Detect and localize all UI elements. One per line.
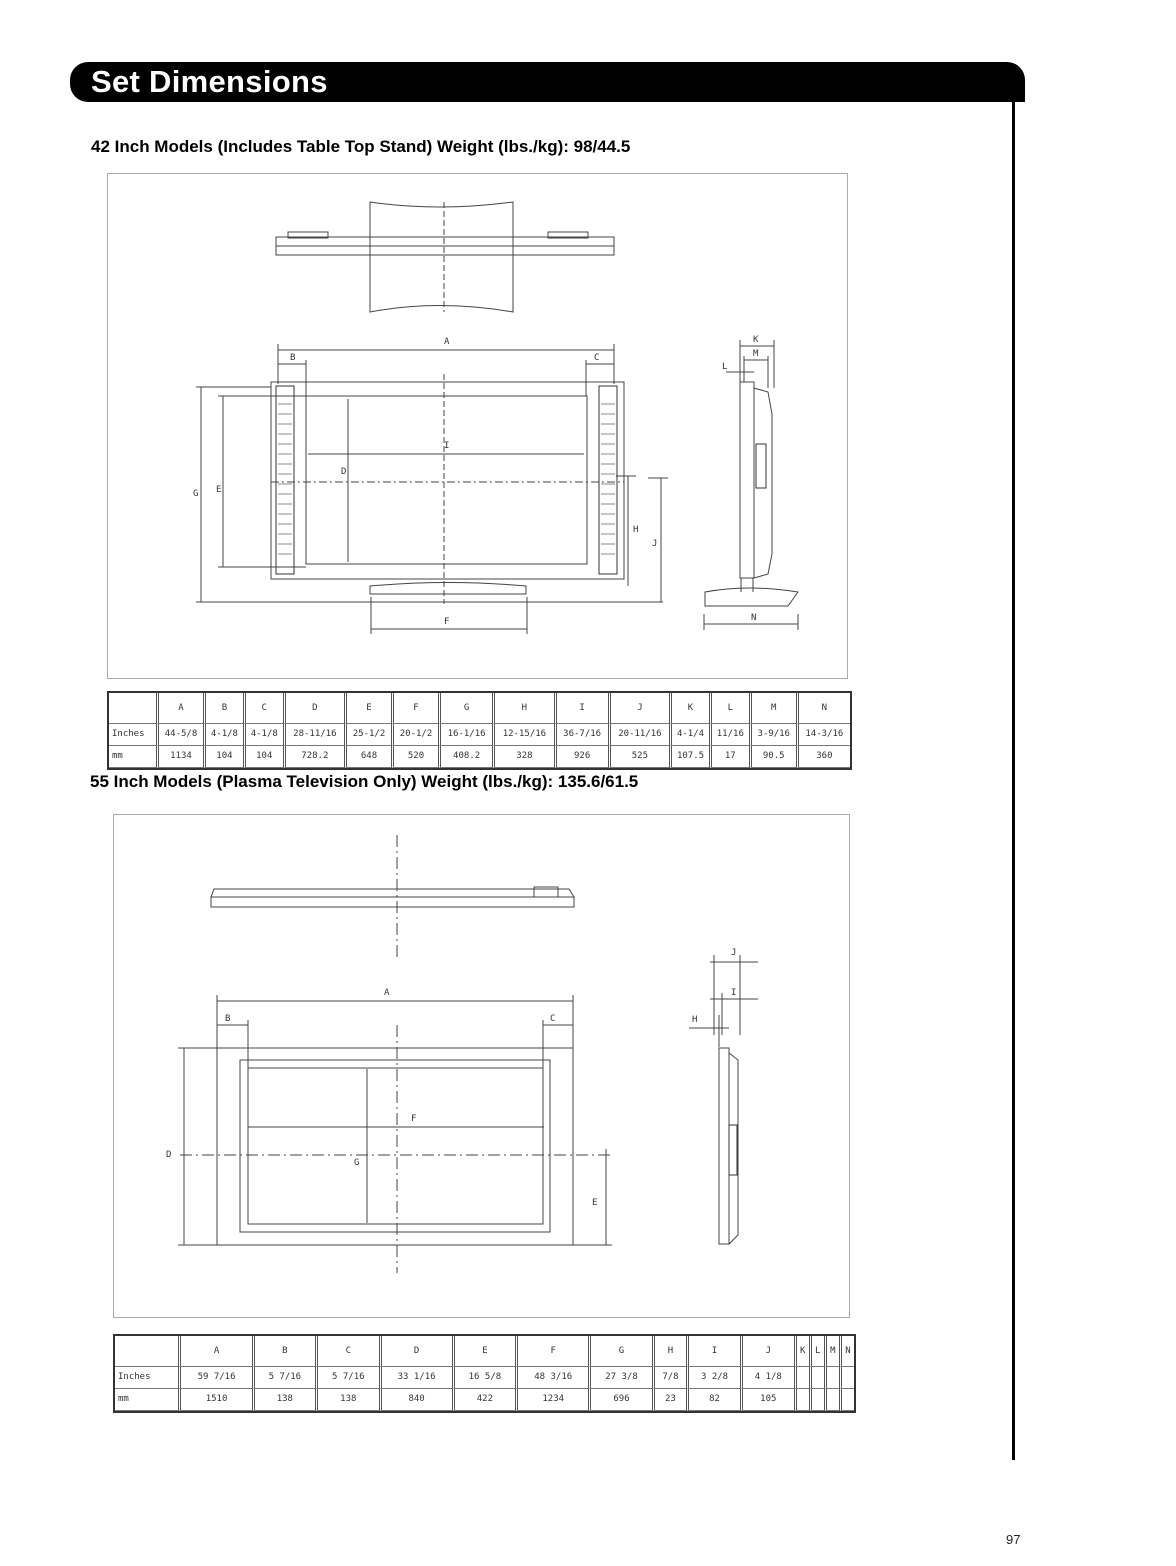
table-cell: J <box>740 1336 794 1367</box>
diagram-55-inch <box>113 814 850 1318</box>
dim-label-b: B <box>225 1014 231 1024</box>
table-cell: E <box>452 1336 515 1367</box>
table-cell: 138 <box>315 1389 378 1411</box>
table-cell: 16-1/16 <box>438 724 492 746</box>
table-cell <box>809 1389 824 1411</box>
table-cell: 5 7/16 <box>252 1367 315 1389</box>
table-cell: F <box>515 1336 588 1367</box>
table-cell: K <box>794 1336 809 1367</box>
dimensions-table-55 <box>113 1334 856 1413</box>
table-cell: 14-3/16 <box>796 724 850 746</box>
table-cell: M <box>749 693 796 724</box>
table-cell: 3 2/8 <box>686 1367 740 1389</box>
table-cell <box>809 1367 824 1389</box>
table-cell: B <box>252 1336 315 1367</box>
table-cell <box>794 1389 809 1411</box>
table-cell <box>839 1367 854 1389</box>
dim-label-k: K <box>753 335 759 345</box>
table-cell: G <box>588 1336 651 1367</box>
table-cell: C <box>243 693 283 724</box>
table-cell: D <box>283 693 344 724</box>
table-cell <box>109 693 156 724</box>
table-cell: 48 3/16 <box>515 1367 588 1389</box>
table-cell: K <box>669 693 709 724</box>
table-cell: 3-9/16 <box>749 724 796 746</box>
table-cell: A <box>156 693 203 724</box>
table-cell: N <box>839 1336 854 1367</box>
table-cell: I <box>554 693 608 724</box>
table-cell: 28-11/16 <box>283 724 344 746</box>
dim-label-h: H <box>692 1015 698 1025</box>
dim-label-d: D <box>341 467 347 477</box>
dim-label-c: C <box>550 1014 556 1024</box>
diagram-55-drawing <box>114 815 851 1319</box>
table-cell: M <box>824 1336 839 1367</box>
dim-label-f: F <box>411 1114 417 1124</box>
table-cell: L <box>809 1336 824 1367</box>
table-cell: 1510 <box>178 1389 251 1411</box>
table-cell: mm <box>115 1389 178 1411</box>
dim-label-j: J <box>652 539 658 549</box>
table-cell: 4-1/4 <box>669 724 709 746</box>
page-title: Set Dimensions <box>91 64 328 99</box>
table-cell: 1134 <box>156 746 203 768</box>
table-cell <box>839 1389 854 1411</box>
dim-label-m: M <box>753 349 759 359</box>
table-cell: 90.5 <box>749 746 796 768</box>
table-cell: L <box>709 693 749 724</box>
table-cell: F <box>391 693 438 724</box>
table-cell: 7/8 <box>652 1367 686 1389</box>
section-42-heading: 42 Inch Models (Includes Table Top Stand) Weight (lbs./kg): 98/44.5 <box>91 137 631 156</box>
table-row <box>109 746 850 768</box>
table-cell: Inches <box>109 724 156 746</box>
table-cell: 328 <box>492 746 553 768</box>
table-cell: 11/16 <box>709 724 749 746</box>
table-cell: 728.2 <box>283 746 344 768</box>
table-cell <box>115 1336 178 1367</box>
table-cell <box>824 1389 839 1411</box>
dim-label-e: E <box>216 485 222 495</box>
table-cell <box>794 1367 809 1389</box>
table-header-row <box>109 693 850 724</box>
table-cell: 4-1/8 <box>243 724 283 746</box>
dimensions-table-42 <box>107 691 852 770</box>
table-cell: 4 1/8 <box>740 1367 794 1389</box>
table-cell: 104 <box>243 746 283 768</box>
table-cell: 840 <box>379 1389 452 1411</box>
table-cell: 648 <box>344 746 391 768</box>
table-cell: 422 <box>452 1389 515 1411</box>
table-cell: 105 <box>740 1389 794 1411</box>
table-cell: 17 <box>709 746 749 768</box>
table-cell: I <box>686 1336 740 1367</box>
table-cell: E <box>344 693 391 724</box>
dim-label-c: C <box>594 353 600 363</box>
table-cell: 926 <box>554 746 608 768</box>
table-cell: N <box>796 693 850 724</box>
table-cell: 27 3/8 <box>588 1367 651 1389</box>
table-header-row <box>115 1336 854 1367</box>
table-cell: 360 <box>796 746 850 768</box>
table-cell: 82 <box>686 1389 740 1411</box>
table-cell: G <box>438 693 492 724</box>
table-cell: 408.2 <box>438 746 492 768</box>
table-row <box>109 724 850 746</box>
table-cell: D <box>379 1336 452 1367</box>
table-row <box>115 1367 854 1389</box>
table-cell: H <box>652 1336 686 1367</box>
table-cell: 44-5/8 <box>156 724 203 746</box>
dim-label-b: B <box>290 353 296 363</box>
dim-label-i: I <box>444 441 450 451</box>
table-cell: 20-1/2 <box>391 724 438 746</box>
right-margin-rule <box>1012 100 1015 1460</box>
section-55-heading: 55 Inch Models (Plasma Television Only) Weight (lbs./kg): 135.6/61.5 <box>90 772 639 791</box>
table-cell: 23 <box>652 1389 686 1411</box>
table-cell: 525 <box>608 746 669 768</box>
table-cell: 107.5 <box>669 746 709 768</box>
table-cell: 696 <box>588 1389 651 1411</box>
table-cell: 36-7/16 <box>554 724 608 746</box>
dim-label-f: F <box>444 617 450 627</box>
table-cell: 1234 <box>515 1389 588 1411</box>
table-cell: A <box>178 1336 251 1367</box>
table-cell: 16 5/8 <box>452 1367 515 1389</box>
table-cell: J <box>608 693 669 724</box>
table-cell: 4-1/8 <box>203 724 243 746</box>
table-cell: mm <box>109 746 156 768</box>
table-cell: 104 <box>203 746 243 768</box>
table-cell <box>824 1367 839 1389</box>
dim-label-h: H <box>633 525 639 535</box>
table-cell: 138 <box>252 1389 315 1411</box>
table-cell: C <box>315 1336 378 1367</box>
dim-label-l: L <box>722 362 728 372</box>
table-cell: 25-1/2 <box>344 724 391 746</box>
table-cell: 20-11/16 <box>608 724 669 746</box>
dim-label-d: D <box>166 1150 172 1160</box>
dim-label-a: A <box>444 337 450 347</box>
table-row <box>115 1389 854 1411</box>
diagram-42-drawing <box>108 174 849 680</box>
diagram-55-labels <box>166 948 736 1208</box>
table-cell: H <box>492 693 553 724</box>
page-number: 97 <box>1006 1532 1021 1547</box>
diagram-42-inch <box>107 173 848 679</box>
dim-label-a: A <box>384 988 390 998</box>
dim-label-g: G <box>354 1158 360 1168</box>
table-cell: 59 7/16 <box>178 1367 251 1389</box>
dim-label-e: E <box>592 1198 598 1208</box>
table-cell: 5 7/16 <box>315 1367 378 1389</box>
table-cell: 520 <box>391 746 438 768</box>
dim-label-i: I <box>731 988 737 998</box>
table-cell: 33 1/16 <box>379 1367 452 1389</box>
table-cell: 12-15/16 <box>492 724 553 746</box>
dim-label-n: N <box>751 613 757 623</box>
table-cell: B <box>203 693 243 724</box>
table-cell: Inches <box>115 1367 178 1389</box>
dim-label-j: J <box>731 948 737 958</box>
dim-label-g: G <box>193 489 199 499</box>
